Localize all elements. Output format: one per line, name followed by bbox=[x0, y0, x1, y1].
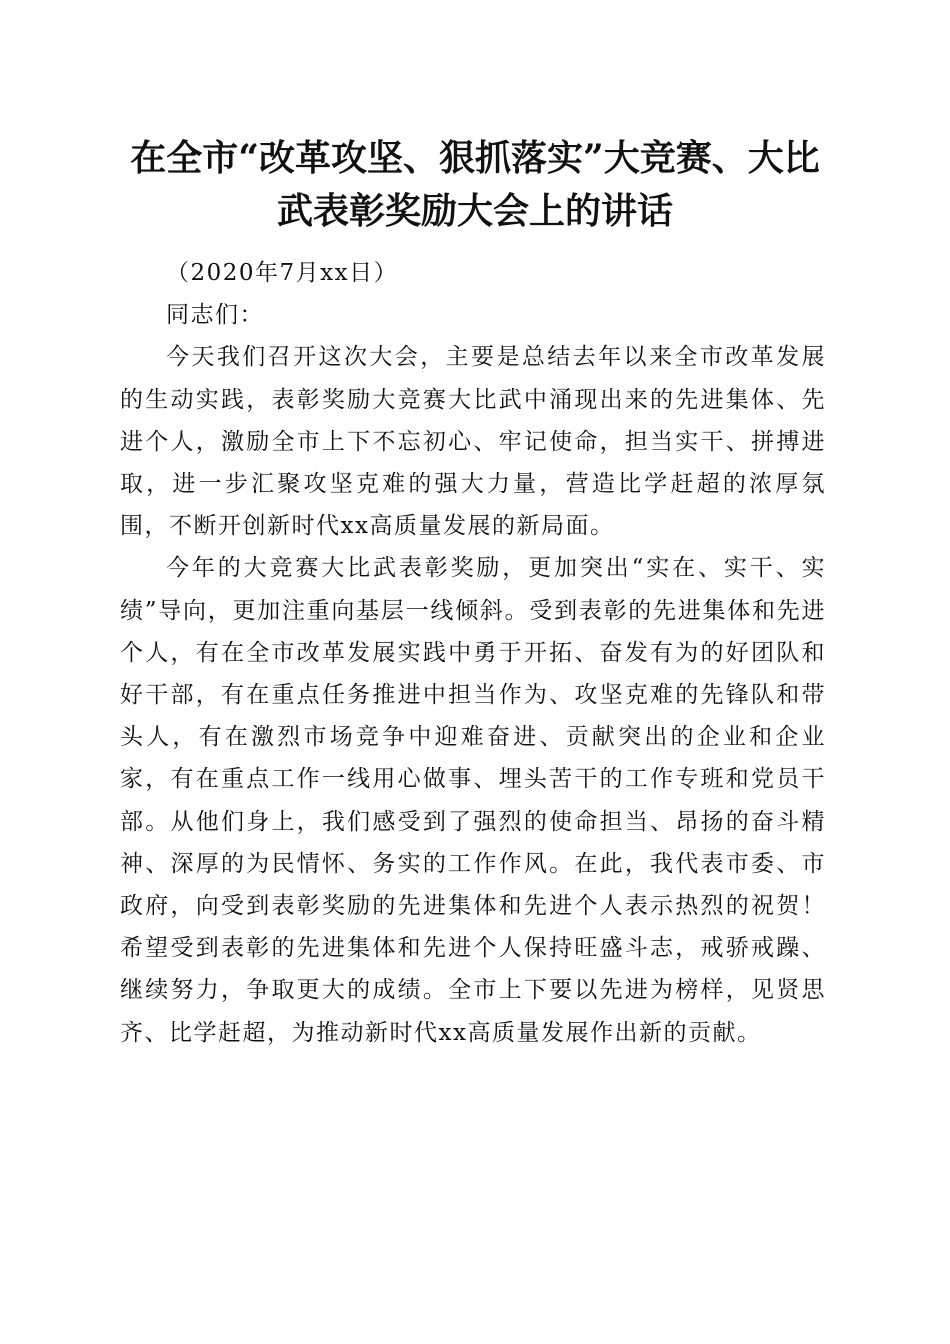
document-title bbox=[100, 132, 850, 238]
document-body bbox=[120, 252, 826, 1054]
title-line-2: 武表彰奖励大会上的讲话 bbox=[276, 190, 673, 232]
speech-date: （2020年7月xx日） bbox=[166, 260, 399, 286]
paragraph-1: 今天我们召开这次大会，主要是总结去年以来全市改革发展的生动实践，表彰奖励大竞赛大比武中涌现出来的先进集体、先进个人，激励全市上下不忘初心、牢记使命，担当实干、拼搏进取，进一步汇聚攻坚克难的强大力量，营造比学赶超的浓厚氛围，不断开创新时代xx高质量发展的新局面。 bbox=[120, 344, 826, 540]
salutation: 同志们： bbox=[166, 302, 264, 329]
title-line-1: 在全市“改革攻坚、狠抓落实”大竞赛、大比 bbox=[130, 137, 820, 179]
paragraph-2: 今年的大竞赛大比武表彰奖励，更加突出“实在、实干、实绩”导向，更加注重向基层一线倾斜。受到表彰的先进集体和先进个人，有在全市改革发展实践中勇于开拓、奋发有为的好团队和好干部，有在重点任务推进中担当作为、攻坚克难的先锋队和带头人，有在激烈市场竞争中迎难奋进、贡献突出的企业和企业家，有在重点工作一线用心做事、埋头苦干的工作专班和党员干部。从他们身上，我们感受到了强烈的使命担当、昂扬的奋斗精神、深厚的为民情怀、务实的工作作风。在此，我代表市委、市政府，向受到表彰奖励的先进集体和先进个人表示热烈的祝贺！希望受到表彰的先进集体和先进个人保持旺盛斗志，戒骄戒躁、继续努力，争取更大的成绩。全市上下要以先进为榜样，见贤思齐、比学赶超，为推动新时代xx高质量发展作出新的贡献。 bbox=[120, 555, 826, 1046]
